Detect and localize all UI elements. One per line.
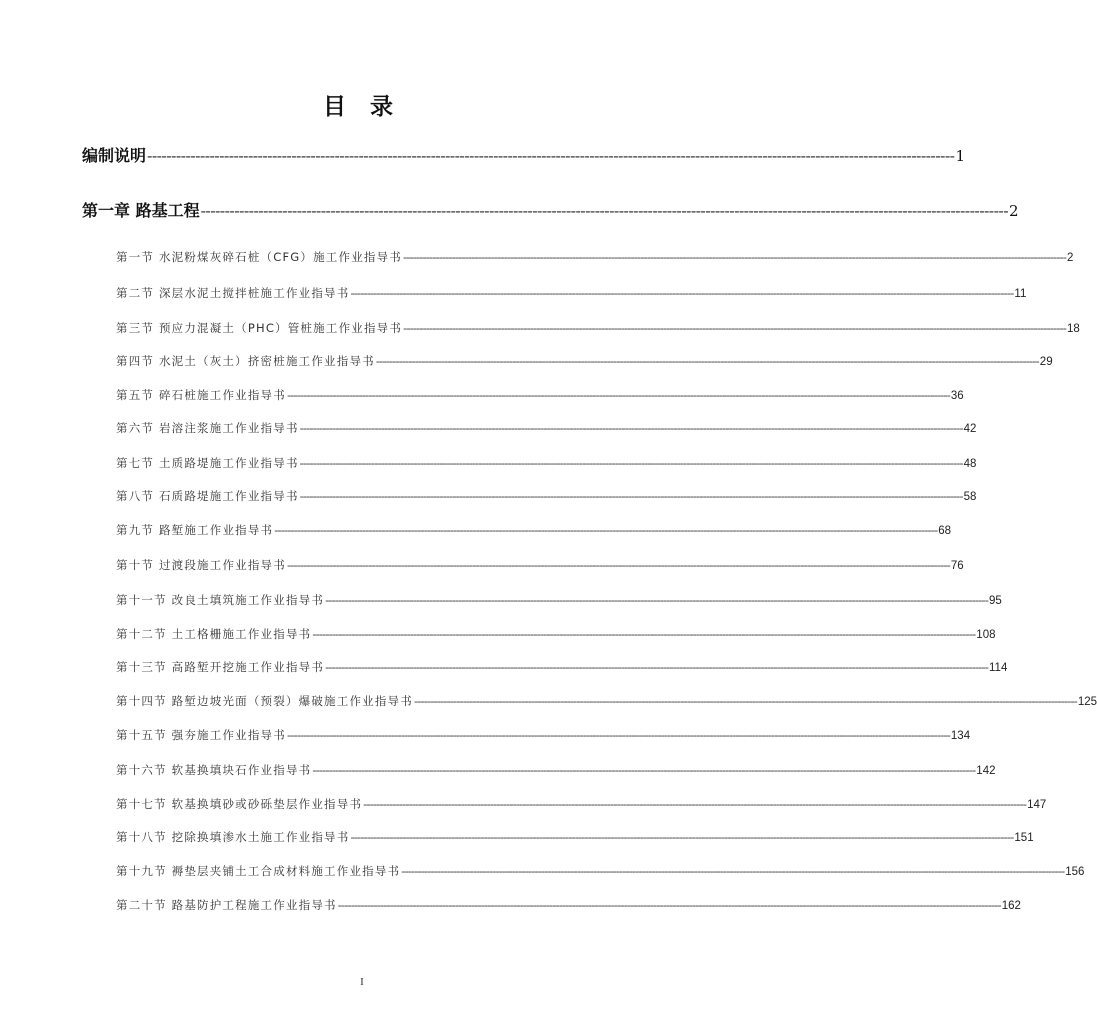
toc-section-17[interactable]: [116, 796, 1047, 812]
toc-section-label: 第十四节 路堑边坡光面（预裂）爆破施工作业指导书: [116, 694, 413, 708]
toc-section-page: 76: [950, 560, 964, 572]
dot-leader: ------------------------------------------------------------------------------------------------------------------------------------------------------------------------------------------------------------: [350, 286, 1014, 300]
toc-section-page: 134: [950, 730, 971, 742]
dot-leader: ------------------------------------------------------------------------------------------------------------------------------------------------------------------------------------------------------------: [413, 694, 1077, 708]
toc-section-label: 第五节 碎石桩施工作业指导书: [116, 388, 286, 402]
page-number: I: [360, 976, 364, 988]
dot-leader: ------------------------------------------------------------------------------------------------------------------------------------------------------------------------: [200, 201, 1009, 220]
toc-section-1[interactable]: [116, 249, 1074, 265]
dot-leader: ------------------------------------------------------------------------------------------------------------------------------------------------------------------------------------------------------------: [274, 523, 938, 537]
toc-section-label: 第十六节 软基换填块石作业指导书: [116, 763, 312, 777]
toc-section-18[interactable]: [116, 829, 1034, 845]
toc-section-page: 151: [1014, 832, 1034, 844]
dot-leader: ------------------------------------------------------------------------------------------------------------------------------------------------------------------------------------------------------------: [312, 627, 976, 641]
toc-entry-label: 编制说明: [82, 146, 147, 165]
toc-section-14[interactable]: [116, 693, 1097, 709]
toc-section-label: 第二节 深层水泥土搅拌桩施工作业指导书: [116, 286, 350, 300]
toc-section-page: 58: [963, 491, 977, 503]
toc-section-page: 147: [1027, 799, 1047, 811]
toc-section-page: 2: [1066, 252, 1074, 264]
toc-section-label: 第十八节 挖除换填渗水土施工作业指导书: [116, 830, 350, 844]
dot-leader: ------------------------------------------------------------------------------------------------------------------------------------------------------------------------------------------------------------: [286, 558, 950, 572]
toc-section-15[interactable]: [116, 727, 971, 743]
toc-section-7[interactable]: [116, 455, 977, 471]
toc-section-label: 第三节 预应力混凝土（PHC）管桩施工作业指导书: [116, 321, 403, 335]
toc-section-10[interactable]: [116, 557, 964, 573]
dot-leader: ------------------------------------------------------------------------------------------------------------------------------------------------------------------------------------------------------------: [375, 354, 1039, 368]
toc-entry-chapter-1[interactable]: [82, 198, 1019, 221]
toc-entry-label: 第一章 路基工程: [82, 201, 200, 220]
toc-section-page: 156: [1065, 866, 1085, 878]
dot-leader: ------------------------------------------------------------------------------------------------------------------------------------------------------------------------------------------------------------: [299, 456, 963, 470]
dot-leader: ------------------------------------------------------------------------------------------------------------------------------------------------------------------------------------------------------------: [337, 898, 1001, 912]
toc-section-label: 第九节 路堑施工作业指导书: [116, 523, 274, 537]
page-title: 目 录: [322, 94, 401, 120]
dot-leader: ------------------------------------------------------------------------------------------------------------------------------------------------------------------------------------------------------------: [312, 763, 976, 777]
toc-section-page: 142: [976, 765, 996, 777]
toc-section-page: 36: [950, 390, 964, 402]
toc-entry-page: 1: [955, 147, 966, 165]
toc-section-12[interactable]: [116, 626, 996, 642]
toc-section-label: 第十七节 软基换填砂或砂砾垫层作业指导书: [116, 797, 363, 811]
toc-section-8[interactable]: [116, 488, 977, 504]
toc-section-6[interactable]: [116, 420, 977, 436]
toc-section-label: 第一节 水泥粉煤灰碎石桩（CFG）施工作业指导书: [116, 250, 403, 264]
toc-section-16[interactable]: [116, 762, 996, 778]
dot-leader: ------------------------------------------------------------------------------------------------------------------------------------------------------------------------------------------------------------: [286, 728, 950, 742]
toc-section-label: 第十节 过渡段施工作业指导书: [116, 558, 286, 572]
toc-section-label: 第十五节 强夯施工作业指导书: [116, 728, 286, 742]
dot-leader: ------------------------------------------------------------------------------------------------------------------------------------------------------------------------------------------------------------: [401, 864, 1065, 878]
dot-leader: ------------------------------------------------------------------------------------------------------------------------------------------------------------------------------------------------------------: [403, 321, 1067, 335]
toc-section-page: 48: [963, 458, 977, 470]
dot-leader: ------------------------------------------------------------------------------------------------------------------------------------------------------------------------: [147, 146, 955, 165]
toc-section-5[interactable]: [116, 387, 964, 403]
dot-leader: ------------------------------------------------------------------------------------------------------------------------------------------------------------------------------------------------------------: [363, 797, 1027, 811]
dot-leader: ------------------------------------------------------------------------------------------------------------------------------------------------------------------------------------------------------------: [403, 250, 1066, 264]
dot-leader: ------------------------------------------------------------------------------------------------------------------------------------------------------------------------------------------------------------: [286, 388, 950, 402]
toc-section-2[interactable]: [116, 285, 1027, 301]
toc-section-3[interactable]: [116, 320, 1080, 336]
toc-section-4[interactable]: [116, 353, 1053, 369]
toc-section-page: 114: [989, 662, 1008, 674]
toc-section-label: 第六节 岩溶注浆施工作业指导书: [116, 421, 299, 435]
toc-section-13[interactable]: [116, 659, 1008, 675]
toc-section-label: 第十二节 土工格栅施工作业指导书: [116, 627, 312, 641]
toc-entry-page: 2: [1009, 202, 1019, 220]
toc-section-page: 108: [976, 629, 996, 641]
dot-leader: ------------------------------------------------------------------------------------------------------------------------------------------------------------------------------------------------------------: [325, 660, 988, 674]
toc-section-20[interactable]: [116, 897, 1021, 913]
toc-section-label: 第八节 石质路堤施工作业指导书: [116, 489, 299, 503]
toc-section-label: 第十一节 改良土填筑施工作业指导书: [116, 593, 325, 607]
toc-section-9[interactable]: [116, 522, 951, 538]
toc-section-label: 第二十节 路基防护工程施工作业指导书: [116, 898, 337, 912]
toc-section-page: 162: [1001, 900, 1021, 912]
toc-section-page: 125: [1077, 696, 1097, 708]
toc-section-page: 68: [938, 525, 951, 537]
toc-section-11[interactable]: [116, 592, 1002, 608]
toc-section-page: 42: [963, 423, 977, 435]
dot-leader: ------------------------------------------------------------------------------------------------------------------------------------------------------------------------------------------------------------: [325, 593, 988, 607]
dot-leader: ------------------------------------------------------------------------------------------------------------------------------------------------------------------------------------------------------------: [299, 489, 963, 503]
toc-section-label: 第十三节 高路堑开挖施工作业指导书: [116, 660, 325, 674]
dot-leader: ------------------------------------------------------------------------------------------------------------------------------------------------------------------------------------------------------------: [299, 421, 963, 435]
dot-leader: ------------------------------------------------------------------------------------------------------------------------------------------------------------------------------------------------------------: [350, 830, 1014, 844]
toc-section-page: 29: [1039, 356, 1053, 368]
toc-entry-preface[interactable]: [82, 143, 966, 166]
toc-section-label: 第四节 水泥土（灰土）挤密桩施工作业指导书: [116, 354, 375, 368]
toc-section-19[interactable]: [116, 863, 1085, 879]
toc-section-label: 第七节 土质路堤施工作业指导书: [116, 456, 299, 470]
toc-section-page: 11: [1014, 288, 1027, 300]
toc-section-page: 95: [989, 595, 1002, 607]
toc-section-label: 第十九节 褥垫层夹铺土工合成材料施工作业指导书: [116, 864, 401, 878]
toc-section-page: 18: [1067, 323, 1080, 335]
